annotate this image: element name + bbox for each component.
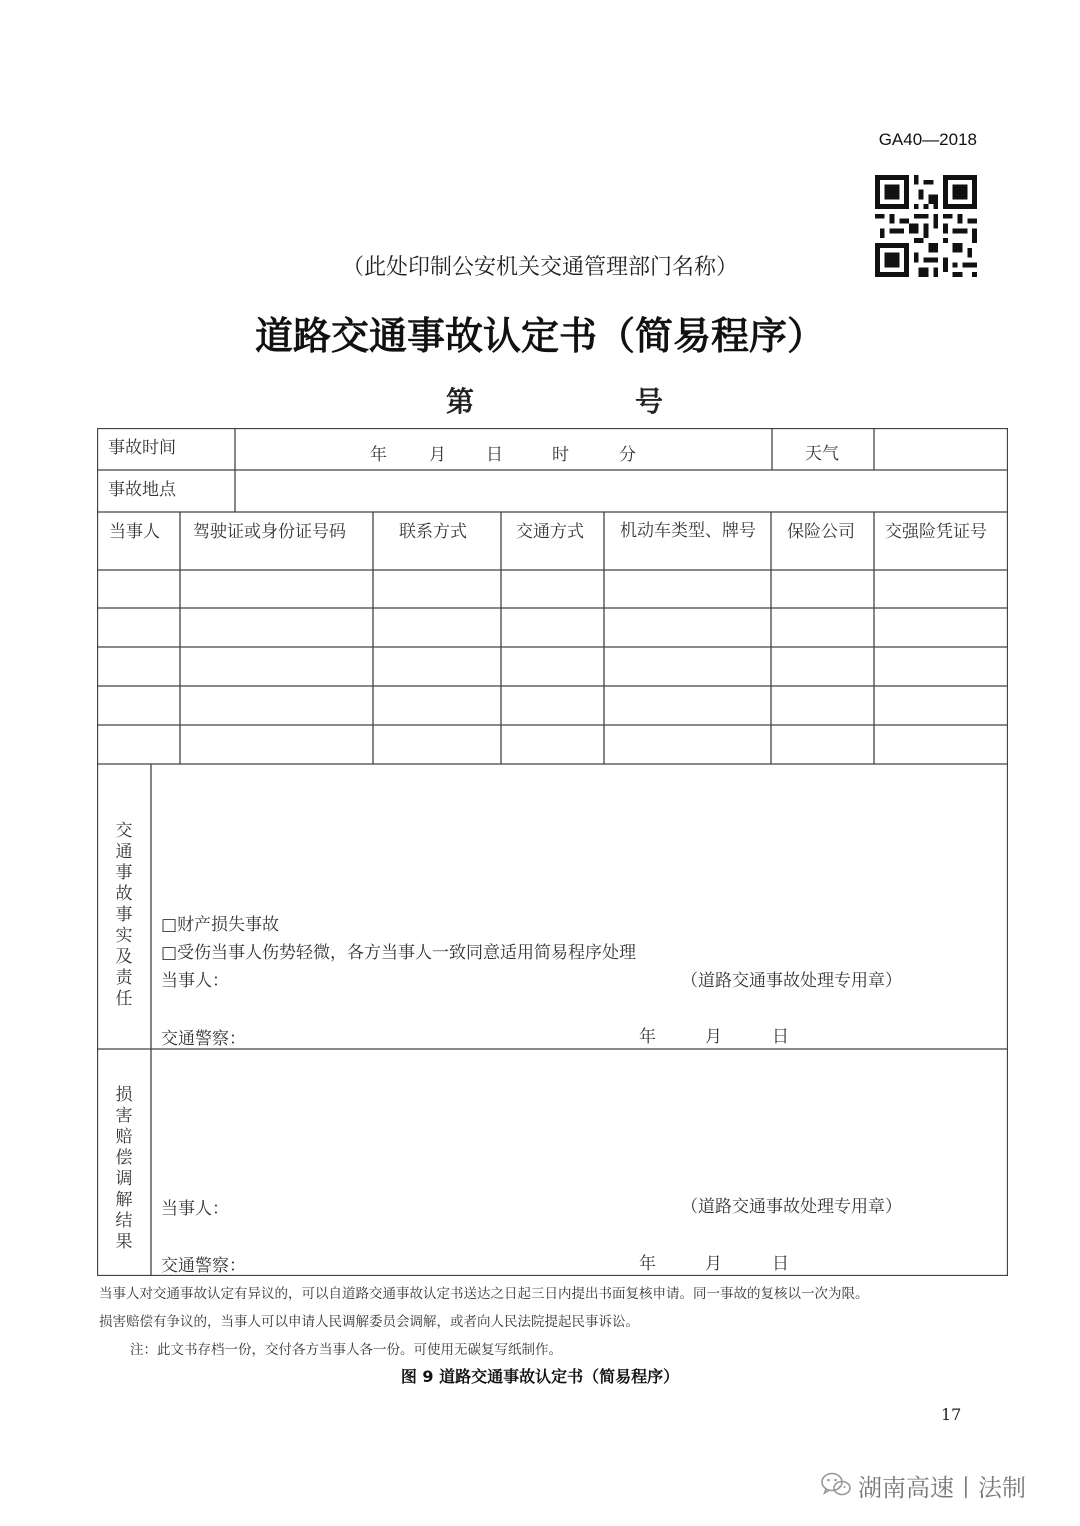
note-compensation-dispute: 损害赔偿有争议的，当事人可以申请人民调解委员会调解，或者向人民法院提起民事诉讼。 xyxy=(99,1314,639,1330)
location-label: 事故地点 xyxy=(108,480,176,500)
accident-time-label: 事故时间 xyxy=(108,438,176,458)
standard-code: GA40—2018 xyxy=(878,130,977,149)
compensation-date-day: 日 xyxy=(772,1254,789,1274)
compensation-seal-label: （道路交通事故处理专用章） xyxy=(681,1197,902,1217)
note-review-application: 当事人对交通事故认定有异议的，可以自道路交通事故认定书送达之日起三日内提出书面复核申请。同一事故的复核以一次为限。 xyxy=(99,1286,869,1302)
time-minute-unit: 分 xyxy=(619,445,636,465)
document-number xyxy=(0,380,1080,420)
checkbox-property-loss[interactable]: □财产损失事故 xyxy=(161,915,280,935)
facts-officer-label: 交通警察： xyxy=(161,1029,246,1049)
facts-party-label: 当事人： xyxy=(161,971,229,991)
wechat-icon xyxy=(820,1471,852,1499)
weather-label: 天气 xyxy=(805,444,839,464)
watermark-text: 湖南高速丨法制 xyxy=(858,1473,1026,1502)
time-month-unit: 月 xyxy=(429,445,446,465)
party-column-header: 当事人 xyxy=(109,522,160,542)
document-title: 道路交通事故认定书（简易程序） xyxy=(254,314,825,358)
time-year-unit: 年 xyxy=(370,445,387,465)
number-suffix: 号 xyxy=(635,385,664,418)
facts-section-label: 交通事故事实及责任 xyxy=(115,821,133,1009)
time-hour-unit: 时 xyxy=(552,445,569,465)
note-copies: 注：此文书存档一份，交付各方当事人各一份。可使用无碳复写纸制作。 xyxy=(130,1342,562,1358)
facts-seal-label: （道路交通事故处理专用章） xyxy=(681,971,902,991)
checkbox-minor-injury[interactable]: □受伤当事人伤势轻微，各方当事人一致同意适用简易程序处理 xyxy=(161,943,637,963)
facts-date-day: 日 xyxy=(772,1027,789,1047)
facts-date-month: 月 xyxy=(705,1027,722,1047)
compensation-text-area[interactable] xyxy=(152,1050,1007,1180)
accident-form xyxy=(97,428,1008,1276)
compensation-section-label: 损害赔偿调解结果 xyxy=(115,1085,133,1252)
agency-placeholder: （此处印制公安机关交通管理部门名称） xyxy=(341,255,738,280)
vehicle-type-plate-column-header: 机动车类型、牌号 xyxy=(620,521,756,541)
party-rows[interactable] xyxy=(97,570,1008,764)
page-number: 17 xyxy=(941,1405,962,1424)
time-day-unit: 日 xyxy=(486,445,503,465)
figure-caption: 图 9 道路交通事故认定书（简易程序） xyxy=(400,1367,680,1386)
compensation-officer-label: 交通警察： xyxy=(161,1256,246,1276)
number-prefix: 第 xyxy=(446,385,475,418)
compensation-party-label: 当事人： xyxy=(161,1199,229,1219)
compensation-date-year: 年 xyxy=(639,1254,656,1274)
compensation-date-month: 月 xyxy=(705,1254,722,1274)
insurance-certificate-column-header: 交强险凭证号 xyxy=(885,522,987,542)
facts-date-year: 年 xyxy=(639,1027,656,1047)
watermark xyxy=(820,1465,1026,1505)
contact-column-header: 联系方式 xyxy=(399,522,467,542)
location-field[interactable] xyxy=(236,471,1007,511)
id-number-column-header: 驾驶证或身份证号码 xyxy=(193,522,346,542)
insurance-company-column-header: 保险公司 xyxy=(787,522,855,542)
weather-field[interactable] xyxy=(875,429,1007,469)
facts-text-area[interactable] xyxy=(152,765,1007,905)
accident-time-field[interactable] xyxy=(236,429,771,469)
transport-mode-column-header: 交通方式 xyxy=(516,522,584,542)
